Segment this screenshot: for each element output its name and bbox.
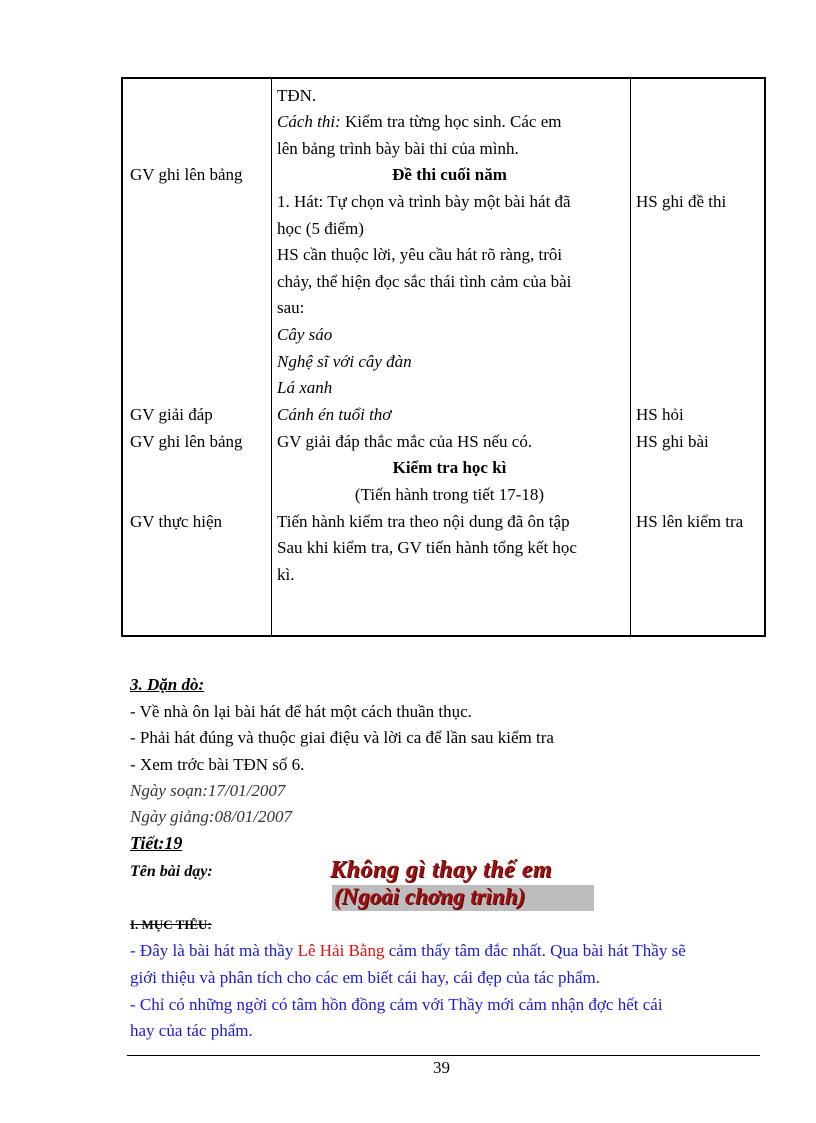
teaching-date: Ngày giảng:08/01/2007 bbox=[130, 807, 292, 826]
semester-exam-heading: Kiểm tra học kì bbox=[392, 458, 507, 477]
content-line: kì. bbox=[277, 565, 295, 584]
objective-line bbox=[130, 941, 686, 961]
student-action: HS hỏi bbox=[636, 405, 684, 424]
song-title: Cánh én tuổi thơ bbox=[277, 405, 392, 424]
objective-line: - Chỉ có những ngời có tâm hồn đồng cảm với Thầy mới cảm nhận đợc hết cái bbox=[130, 995, 663, 1014]
content-line: HS cần thuộc lời, yêu cầu hát rõ ràng, trôi bbox=[277, 245, 563, 264]
student-action: HS ghi đề thi bbox=[636, 192, 727, 211]
objectives-heading: I. MỤC TIÊU: bbox=[130, 917, 212, 932]
song-title: Lá xanh bbox=[277, 378, 333, 397]
lesson-name-label: Tên bài dạy: bbox=[130, 863, 213, 880]
lesson-title bbox=[330, 857, 596, 912]
content-line: lên bảng trình bày bài thi của mình. bbox=[277, 139, 519, 158]
lesson-title-line2: (Ngoài chơng trình) bbox=[334, 884, 526, 909]
teacher-action: GV ghi lên bảng bbox=[130, 432, 243, 451]
section-heading: 3. Dặn dò: bbox=[130, 675, 205, 694]
song-title: Cây sáo bbox=[277, 325, 333, 344]
teacher-action: GV thực hiện bbox=[130, 512, 222, 531]
exam-heading: Đề thi cuối năm bbox=[392, 165, 507, 184]
objective-text: cảm thấy tâm đắc nhất. Qua bài hát Thầy sẽ bbox=[384, 941, 686, 960]
column-divider bbox=[271, 79, 272, 635]
teacher-action: GV giải đáp bbox=[130, 405, 213, 424]
objective-line: hay của tác phẩm. bbox=[130, 1021, 253, 1040]
teacher-name: Lê Hải Bằng bbox=[297, 941, 385, 960]
student-action: HS lên kiểm tra bbox=[636, 512, 744, 531]
content-line: chảy, thể hiện đọc sắc thái tình cảm của bài bbox=[277, 272, 572, 291]
content-line: (Tiến hành trong tiết 17-18) bbox=[354, 485, 545, 504]
lesson-number: Tiết:19 bbox=[130, 833, 183, 853]
objective-line: giới thiệu và phân tích cho các em biết cái hay, cái đẹp của tác phẩm. bbox=[130, 968, 600, 987]
student-action: HS ghi bài bbox=[636, 432, 709, 451]
page-number: 39 bbox=[433, 1058, 450, 1077]
homework-item: - Về nhà ôn lại bài hát để hát một cách thuần thục. bbox=[130, 702, 472, 721]
objective-text: - Đây là bài hát mà thầy bbox=[130, 941, 298, 960]
lesson-title-line1: Không gì thay thế em bbox=[330, 857, 553, 883]
exam-method-label: Cách thi: bbox=[277, 112, 341, 131]
column-divider bbox=[630, 79, 631, 635]
prep-date: Ngày soạn:17/01/2007 bbox=[130, 781, 286, 800]
content-line: 1. Hát: Tự chọn và trình bày một bài hát đã bbox=[277, 192, 571, 211]
footer-rule bbox=[127, 1055, 760, 1056]
content-line: học (5 điểm) bbox=[277, 219, 364, 238]
exam-method-text: Kiểm tra từng học sinh. Các em bbox=[345, 112, 562, 131]
content-line: TĐN. bbox=[277, 86, 317, 105]
content-line: sau: bbox=[277, 298, 305, 317]
content-line: Sau khi kiểm tra, GV tiến hành tổng kết học bbox=[277, 538, 577, 557]
homework-item: - Xem trớc bài TĐN số 6. bbox=[130, 755, 305, 774]
content-line bbox=[277, 112, 561, 132]
homework-item: - Phải hát đúng và thuộc giai điệu và lời ca để lần sau kiểm tra bbox=[130, 728, 554, 747]
teacher-action: GV ghi lên bảng bbox=[130, 165, 243, 184]
content-line: Tiến hành kiểm tra theo nội dung đã ôn tập bbox=[277, 512, 570, 531]
content-line: GV giải đáp thắc mắc của HS nếu có. bbox=[277, 432, 533, 451]
song-title: Nghệ sĩ với cây đàn bbox=[277, 352, 412, 371]
